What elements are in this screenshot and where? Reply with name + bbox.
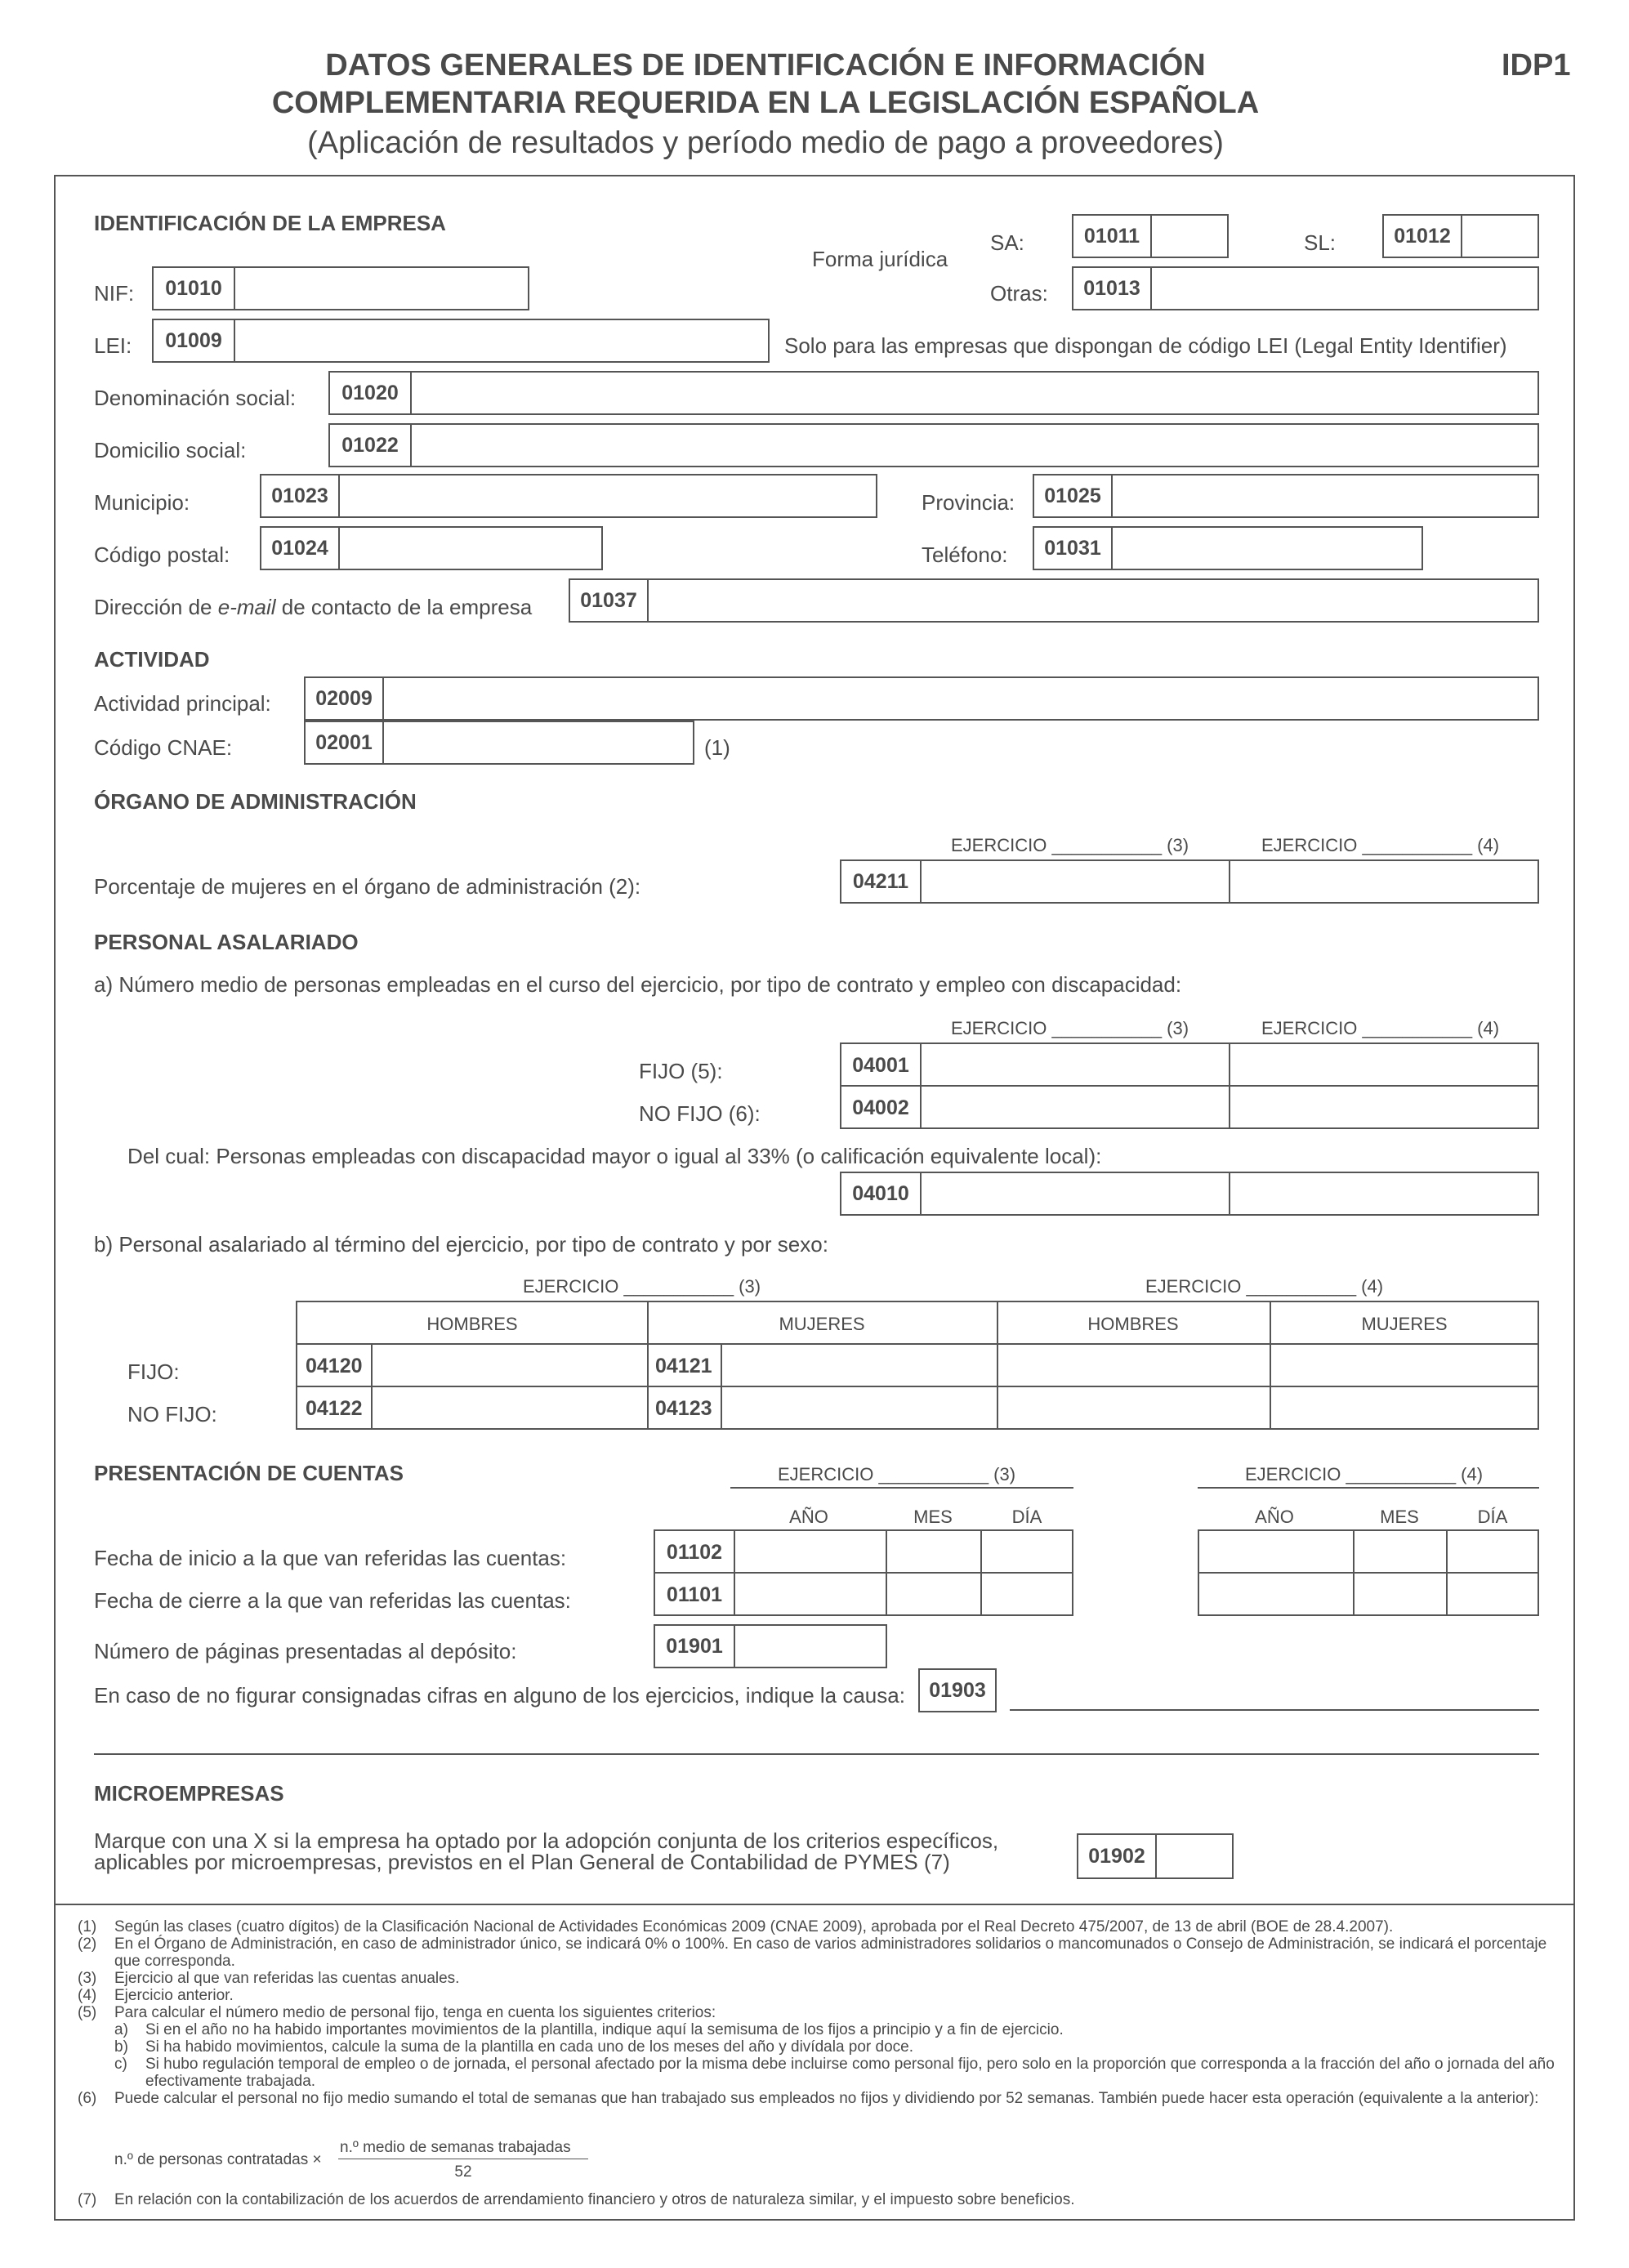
fn6-num: (6) [78,2090,97,2107]
cierre-label: Fecha de cierre a la que van referidas las cuentas: [94,1588,571,1613]
denominacion-code: 01020 [330,373,412,413]
email-label-pre: Dirección de [94,595,218,619]
fn2-num: (2) [78,1935,97,1953]
form-id: IDP1 [1502,48,1571,83]
organo-field[interactable] [840,859,1539,904]
sa-code: 01011 [1073,216,1152,257]
personal-ejercicio-3: EJERCICIO ___________ (3) [951,1018,1189,1038]
nif-field[interactable] [152,266,529,310]
formula-denominator: 52 [454,2163,472,2181]
email-field[interactable] [569,578,1539,623]
discapacidad-code: 04010 [841,1173,922,1214]
sl-field[interactable] [1382,214,1539,258]
lei-label: LEI: [94,333,132,358]
email-code: 01037 [570,580,649,621]
col-divider [1353,1531,1355,1614]
code-04121: 04121 [655,1355,712,1377]
section-identificacion: IDENTIFICACIÓN DE LA EMPRESA [94,211,446,235]
nofijo-label: NO FIJO (6): [639,1101,761,1126]
row-divider [655,1572,1072,1574]
row-divider [297,1386,1538,1387]
fn3-num: (3) [78,1970,97,1987]
col-divider [1229,861,1230,902]
fn5-num: (5) [78,2004,97,2021]
code-04122: 04122 [306,1397,363,1420]
email-label-post: de contacto de la empresa [275,595,533,619]
inicio-code: 01102 [655,1531,735,1574]
paginas-code: 01901 [655,1626,735,1667]
fijo-nofijo-table [840,1042,1539,1129]
paginas-label: Número de páginas presentadas al depósito: [94,1639,517,1663]
cuentas-ejercicio-4: EJERCICIO ___________ (4) [1245,1464,1484,1484]
section-personal: PERSONAL ASALARIADO [94,930,359,954]
nif-code: 01010 [154,268,235,309]
organo-ejercicio-3: EJERCICIO ___________ (3) [951,835,1189,855]
fijo-row-label: FIJO: [127,1359,180,1384]
sl-code: 01012 [1384,216,1462,257]
personal-b-label: b) Personal asalariado al término del ejercicio, por tipo de contrato y por sexo: [94,1232,828,1257]
row-divider [841,1085,1538,1087]
col-divider [1229,1044,1230,1127]
denominacion-field[interactable] [328,371,1539,415]
cierre-code: 01101 [655,1574,735,1616]
organo-code: 04211 [841,861,922,902]
fn5a-text: Si en el año no ha habido importantes movimientos de la plantilla, indique aquí la semisuma de los fijos a principio y a fin de ejercicio. [145,2021,1064,2038]
sa-label: SA: [990,230,1024,255]
telefono-label: Teléfono: [922,542,1008,567]
sl-label: SL: [1304,230,1337,255]
causa-field[interactable] [1010,1709,1539,1711]
email-label-em: e-mail [217,595,276,619]
cuentas-ejercicio-3: EJERCICIO ___________ (3) [778,1464,1016,1484]
causa-code: 01903 [929,1678,986,1702]
cnae-note: (1) [704,735,730,760]
footnote-divider [54,1904,1575,1905]
dia-header-3: DÍA [1011,1507,1042,1527]
micro-field[interactable] [1077,1833,1234,1879]
fn4-text: Ejercicio anterior. [114,1987,234,2004]
ejercicio-4-rule [1198,1487,1539,1489]
form-title-line1: DATOS GENERALES DE IDENTIFICACIÓN E INFORMACIÓN [325,48,1206,83]
lei-code: 01009 [154,320,235,361]
municipio-field[interactable] [260,474,877,518]
form-title-line2: COMPLEMENTARIA REQUERIDA EN LA LEGISLACIÓN ESPAÑOLA [271,86,1260,120]
code-04120: 04120 [306,1355,363,1377]
micro-line1: Marque con una X si la empresa ha optado por la adopción conjunta de los criterios específicos, [94,1828,999,1853]
paginas-field[interactable] [654,1624,887,1668]
ejercicio-3-rule [730,1487,1073,1489]
organo-label: Porcentaje de mujeres en el órgano de administración (2): [94,874,641,899]
denominacion-label: Denominación social: [94,386,297,410]
otras-field[interactable] [1072,266,1539,310]
col-divider [721,1345,722,1428]
actividad-principal-field[interactable] [304,676,1539,721]
cnae-field[interactable] [304,721,694,765]
formula-numerator: n.º medio de semanas trabajadas [340,2139,571,2156]
fn5b-text: Si ha habido movimientos, calcule la suma de la plantilla en cada uno de los meses del año y divídala por doce. [145,2038,914,2056]
otras-label: Otras: [990,281,1048,306]
fn5b-num: b) [114,2038,128,2056]
fn5c-num: c) [114,2056,127,2073]
fn2-text: En el Órgano de Administración, en caso de administrador único, se indicará 0% o 100%. En caso de varios administradores solidarios o mancomunados o Consejo de Administración, se indicará el porcentaje que corresponda. [114,1935,1547,1970]
hombres-header-4: HOMBRES [1087,1314,1179,1334]
domicilio-field[interactable] [328,423,1539,467]
b-ejercicio-3: EJERCICIO ___________ (3) [523,1276,761,1297]
anio-header-3: AÑO [789,1507,828,1527]
mes-header-4: MES [1380,1507,1419,1527]
provincia-label: Provincia: [922,490,1015,515]
municipio-code: 01023 [261,475,340,516]
personal-ejercicio-4: EJERCICIO ___________ (4) [1261,1018,1500,1038]
fn1-num: (1) [78,1918,97,1935]
fijo-code: 04001 [841,1044,922,1087]
hombres-header-3: HOMBRES [426,1314,518,1334]
mujeres-header-4: MUJERES [1361,1314,1448,1334]
col-divider [980,1531,982,1614]
discapacidad-label: Del cual: Personas empleadas con discapacidad mayor o igual al 33% (o calificación equivalente local): [127,1144,1102,1168]
fechas-table-4 [1198,1529,1539,1616]
actividad-principal-label: Actividad principal: [94,691,271,716]
row-divider [297,1343,1538,1345]
actividad-principal-code: 02009 [306,678,384,719]
sexo-table [296,1301,1539,1430]
organo-ejercicio-4: EJERCICIO ___________ (4) [1261,835,1500,855]
col-divider [1229,1173,1230,1214]
telefono-code: 01031 [1034,528,1113,569]
col-divider [1446,1531,1448,1614]
fn7-text: En relación con la contabilización de los acuerdos de arrendamiento financiero y otros de naturaleza similar, y el impuesto sobre beneficios. [114,2191,1075,2208]
forma-juridica-label: Forma jurídica [812,247,948,271]
otras-code: 01013 [1073,268,1152,309]
mujeres-header-3: MUJERES [779,1314,865,1334]
cp-field[interactable] [260,526,603,570]
section-rule [94,1753,1539,1755]
lei-field[interactable] [152,319,770,363]
formula-left: n.º de personas contratadas × [114,2151,322,2168]
fechas-table-3 [654,1529,1073,1616]
causa-label: En caso de no figurar consignadas cifras en alguno de los ejercicios, indique la causa: [94,1683,905,1708]
discapacidad-field[interactable] [840,1172,1539,1216]
domicilio-label: Domicilio social: [94,438,247,462]
micro-line2: aplicables por microempresas, previstos en el Plan General de Contabilidad de PYMES (7) [94,1850,950,1874]
fn4-num: (4) [78,1987,97,2004]
nif-label: NIF: [94,281,135,306]
provincia-code: 01025 [1034,475,1113,516]
domicilio-code: 01022 [330,425,412,466]
cp-label: Código postal: [94,542,230,567]
anio-header-4: AÑO [1255,1507,1294,1527]
micro-code: 01902 [1078,1835,1157,1877]
telefono-field[interactable] [1033,526,1423,570]
section-cuentas: PRESENTACIÓN DE CUENTAS [94,1461,404,1485]
email-label [94,595,532,619]
fn3-text: Ejercicio al que van referidas las cuentas anuales. [114,1970,460,1987]
col-divider [371,1345,373,1428]
dia-header-4: DÍA [1477,1507,1508,1527]
lei-note: Solo para las empresas que dispongan de código LEI (Legal Entity Identifier) [784,333,1507,358]
provincia-field[interactable] [1033,474,1539,518]
mes-header-3: MES [913,1507,953,1527]
fn5c-text: Si hubo regulación temporal de empleo o de jornada, el personal afectado por la misma debe incluirse como personal fijo, pero solo en la proporción que corresponda a la fracción del año o jornada del año efectivamente trabajada. [145,2056,1555,2090]
fn7-num: (7) [78,2191,97,2208]
fn6-text: Puede calcular el personal no fijo medio sumando el total de semanas que han trabajado sus empleados no fijos y dividiendo por 52 semanas. También puede hacer esta operación (equivalente a la anterior): [114,2090,1539,2107]
code-04123: 04123 [655,1397,712,1420]
row-divider [1199,1572,1538,1574]
fn5-text: Para calcular el número medio de personal fijo, tenga en cuenta los siguientes criterios: [114,2004,716,2021]
section-organo: ÓRGANO DE ADMINISTRACIÓN [94,789,417,814]
col-divider [886,1531,887,1614]
cp-code: 01024 [261,528,340,569]
fn5a-num: a) [114,2021,128,2038]
fn1-text: Según las clases (cuatro dígitos) de la Clasificación Nacional de Actividades Económicas 2009 (CNAE 2009), aprobada por el Real Decreto 475/2007, de 13 de abril (BOE de 28.4.2007). [114,1918,1394,1935]
personal-a-label: a) Número medio de personas empleadas en el curso del ejercicio, por tipo de contrato y empleo con discapacidad: [94,972,1182,997]
sa-field[interactable] [1072,214,1229,258]
section-actividad: ACTIVIDAD [94,647,210,672]
fijo-label: FIJO (5): [639,1059,723,1083]
causa-code-box [918,1668,997,1712]
cnae-code: 02001 [306,722,384,763]
form-subtitle: (Aplicación de resultados y período medio de pago a proveedores) [307,126,1224,160]
inicio-label: Fecha de inicio a la que van referidas las cuentas: [94,1546,567,1570]
b-ejercicio-4: EJERCICIO ___________ (4) [1145,1276,1384,1297]
nofijo-code: 04002 [841,1087,922,1129]
municipio-label: Municipio: [94,490,190,515]
section-micro: MICROEMPRESAS [94,1781,284,1806]
cnae-label: Código CNAE: [94,735,233,760]
nofijo-row-label: NO FIJO: [127,1402,217,1426]
